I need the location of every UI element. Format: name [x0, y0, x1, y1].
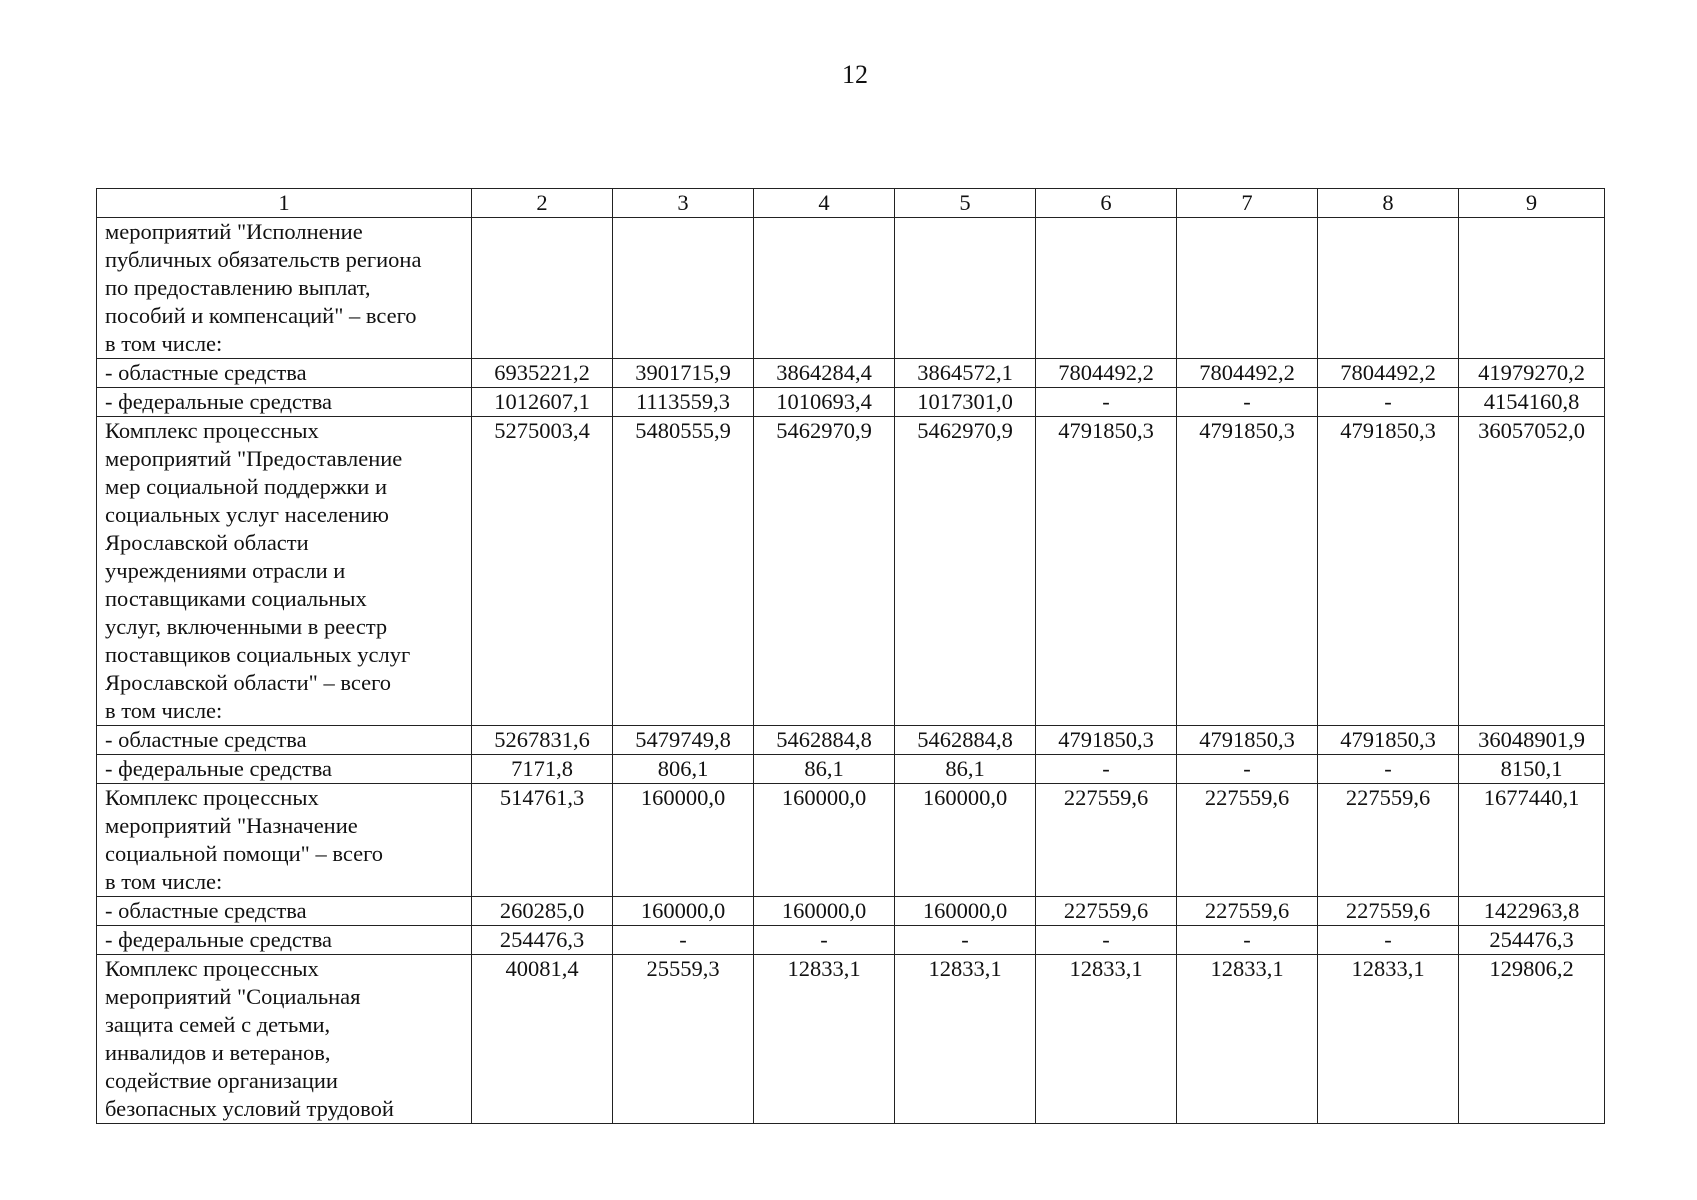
- value-cell-col-4: 160000,0: [754, 784, 895, 897]
- column-number-8: 8: [1318, 189, 1459, 218]
- value-cell-col-7: 227559,6: [1177, 784, 1318, 897]
- value-cell-col-9: 1677440,1: [1459, 784, 1605, 897]
- row-label-line: в том числе:: [105, 869, 223, 894]
- value-cell-col-2: 1012607,1: [472, 388, 613, 417]
- value-cell-col-3: 160000,0: [613, 897, 754, 926]
- value-cell-col-6: 227559,6: [1036, 897, 1177, 926]
- value-cell-col-8: -: [1318, 926, 1459, 955]
- table-row: [97, 218, 1605, 359]
- row-label-line: мероприятий "Предоставление: [105, 446, 403, 471]
- value-cell-col-5: 5462884,8: [895, 726, 1036, 755]
- value-cell-col-4: 12833,1: [754, 955, 895, 1124]
- value-cell-col-3: [613, 218, 754, 359]
- value-cell-col-6: 4791850,3: [1036, 726, 1177, 755]
- row-label: [97, 897, 472, 926]
- row-label: [97, 926, 472, 955]
- row-label-line: Комплекс процессных: [105, 418, 319, 443]
- value-cell-col-6: 227559,6: [1036, 784, 1177, 897]
- row-label-line: мероприятий "Назначение: [105, 813, 358, 838]
- value-cell-col-2: 5267831,6: [472, 726, 613, 755]
- column-number-1: 1: [97, 189, 472, 218]
- value-cell-col-6: 12833,1: [1036, 955, 1177, 1124]
- value-cell-col-7: -: [1177, 755, 1318, 784]
- value-cell-col-8: 227559,6: [1318, 897, 1459, 926]
- row-label: [97, 784, 472, 897]
- value-cell-col-5: [895, 218, 1036, 359]
- value-cell-col-8: -: [1318, 388, 1459, 417]
- row-label-line: Ярославской области" – всего: [105, 670, 392, 695]
- value-cell-col-2: 40081,4: [472, 955, 613, 1124]
- row-label-line: - федеральные средства: [105, 389, 333, 414]
- value-cell-col-2: 514761,3: [472, 784, 613, 897]
- value-cell-col-8: 4791850,3: [1318, 417, 1459, 726]
- value-cell-col-5: 1017301,0: [895, 388, 1036, 417]
- value-cell-col-3: 25559,3: [613, 955, 754, 1124]
- row-label-line: социальной помощи" – всего: [105, 841, 384, 866]
- row-label-line: пособий и компенсаций" – всего: [105, 303, 417, 328]
- value-cell-col-5: 160000,0: [895, 897, 1036, 926]
- row-label: [97, 417, 472, 726]
- row-label-line: Ярославской области: [105, 530, 309, 555]
- row-label-line: по предоставлению выплат,: [105, 275, 371, 300]
- value-cell-col-9: 8150,1: [1459, 755, 1605, 784]
- value-cell-col-4: [754, 218, 895, 359]
- row-label-line: Комплекс процессных: [105, 956, 319, 981]
- value-cell-col-7: -: [1177, 926, 1318, 955]
- table-row: [97, 388, 1605, 417]
- column-number-row: [97, 189, 1605, 218]
- row-label: [97, 218, 472, 359]
- value-cell-col-3: 5479749,8: [613, 726, 754, 755]
- value-cell-col-7: 4791850,3: [1177, 726, 1318, 755]
- row-label-line: мероприятий "Исполнение: [105, 219, 363, 244]
- column-number-4: 4: [754, 189, 895, 218]
- row-label: [97, 726, 472, 755]
- value-cell-col-9: 36057052,0: [1459, 417, 1605, 726]
- row-label: [97, 359, 472, 388]
- value-cell-col-4: 160000,0: [754, 897, 895, 926]
- value-cell-col-7: 12833,1: [1177, 955, 1318, 1124]
- row-label-line: - областные средства: [105, 898, 307, 923]
- value-cell-col-7: -: [1177, 388, 1318, 417]
- value-cell-col-7: 227559,6: [1177, 897, 1318, 926]
- row-label-line: в том числе:: [105, 331, 223, 356]
- value-cell-col-2: 260285,0: [472, 897, 613, 926]
- value-cell-col-7: 7804492,2: [1177, 359, 1318, 388]
- value-cell-col-9: [1459, 218, 1605, 359]
- table-row: [97, 726, 1605, 755]
- row-label-line: услуг, включенными в реестр: [105, 614, 388, 639]
- budget-table: [96, 188, 1605, 1124]
- row-label-line: публичных обязательств региона: [105, 247, 422, 272]
- value-cell-col-6: -: [1036, 388, 1177, 417]
- value-cell-col-8: 7804492,2: [1318, 359, 1459, 388]
- column-number-5: 5: [895, 189, 1036, 218]
- value-cell-col-9: 36048901,9: [1459, 726, 1605, 755]
- value-cell-col-2: 254476,3: [472, 926, 613, 955]
- value-cell-col-9: 41979270,2: [1459, 359, 1605, 388]
- row-label-line: защита семей с детьми,: [105, 1012, 331, 1037]
- row-label-line: поставщиков социальных услуг: [105, 642, 411, 667]
- row-label-line: - федеральные средства: [105, 756, 333, 781]
- value-cell-col-6: -: [1036, 926, 1177, 955]
- row-label: [97, 388, 472, 417]
- table-row: [97, 755, 1605, 784]
- table-row: [97, 784, 1605, 897]
- value-cell-col-3: 1113559,3: [613, 388, 754, 417]
- value-cell-col-6: [1036, 218, 1177, 359]
- value-cell-col-6: 4791850,3: [1036, 417, 1177, 726]
- value-cell-col-5: -: [895, 926, 1036, 955]
- value-cell-col-7: [1177, 218, 1318, 359]
- value-cell-col-4: 1010693,4: [754, 388, 895, 417]
- row-label-line: - областные средства: [105, 360, 307, 385]
- value-cell-col-5: 5462970,9: [895, 417, 1036, 726]
- value-cell-col-2: 6935221,2: [472, 359, 613, 388]
- value-cell-col-3: 160000,0: [613, 784, 754, 897]
- value-cell-col-3: 806,1: [613, 755, 754, 784]
- value-cell-col-8: 227559,6: [1318, 784, 1459, 897]
- value-cell-col-3: 5480555,9: [613, 417, 754, 726]
- page-number: 12: [842, 60, 868, 89]
- value-cell-col-5: 12833,1: [895, 955, 1036, 1124]
- value-cell-col-5: 3864572,1: [895, 359, 1036, 388]
- value-cell-col-4: 5462970,9: [754, 417, 895, 726]
- value-cell-col-2: 5275003,4: [472, 417, 613, 726]
- row-label-line: мер социальной поддержки и: [105, 474, 388, 499]
- value-cell-col-4: 86,1: [754, 755, 895, 784]
- value-cell-col-9: 254476,3: [1459, 926, 1605, 955]
- value-cell-col-3: -: [613, 926, 754, 955]
- value-cell-col-4: 3864284,4: [754, 359, 895, 388]
- row-label-line: в том числе:: [105, 698, 223, 723]
- column-number-7: 7: [1177, 189, 1318, 218]
- value-cell-col-8: [1318, 218, 1459, 359]
- table-row: [97, 417, 1605, 726]
- value-cell-col-4: 5462884,8: [754, 726, 895, 755]
- column-number-2: 2: [472, 189, 613, 218]
- column-number-9: 9: [1459, 189, 1605, 218]
- row-label: [97, 955, 472, 1124]
- value-cell-col-9: 4154160,8: [1459, 388, 1605, 417]
- row-label-line: - федеральные средства: [105, 927, 333, 952]
- value-cell-col-2: [472, 218, 613, 359]
- value-cell-col-3: 3901715,9: [613, 359, 754, 388]
- value-cell-col-8: 4791850,3: [1318, 726, 1459, 755]
- row-label-line: мероприятий "Социальная: [105, 984, 361, 1009]
- table-row: [97, 359, 1605, 388]
- column-number-3: 3: [613, 189, 754, 218]
- table-row: [97, 926, 1605, 955]
- table-row: [97, 955, 1605, 1124]
- column-number-6: 6: [1036, 189, 1177, 218]
- value-cell-col-7: 4791850,3: [1177, 417, 1318, 726]
- row-label-line: содействие организации: [105, 1068, 338, 1093]
- row-label-line: - областные средства: [105, 727, 307, 752]
- value-cell-col-4: -: [754, 926, 895, 955]
- value-cell-col-9: 129806,2: [1459, 955, 1605, 1124]
- row-label-line: поставщиками социальных: [105, 586, 367, 611]
- table-row: [97, 897, 1605, 926]
- row-label-line: безопасных условий трудовой: [105, 1096, 394, 1121]
- row-label: [97, 755, 472, 784]
- value-cell-col-8: 12833,1: [1318, 955, 1459, 1124]
- value-cell-col-5: 160000,0: [895, 784, 1036, 897]
- row-label-line: Комплекс процессных: [105, 785, 319, 810]
- value-cell-col-2: 7171,8: [472, 755, 613, 784]
- row-label-line: учреждениями отрасли и: [105, 558, 346, 583]
- value-cell-col-8: -: [1318, 755, 1459, 784]
- value-cell-col-6: 7804492,2: [1036, 359, 1177, 388]
- row-label-line: инвалидов и ветеранов,: [105, 1040, 331, 1065]
- value-cell-col-5: 86,1: [895, 755, 1036, 784]
- row-label-line: социальных услуг населению: [105, 502, 389, 527]
- value-cell-col-6: -: [1036, 755, 1177, 784]
- value-cell-col-9: 1422963,8: [1459, 897, 1605, 926]
